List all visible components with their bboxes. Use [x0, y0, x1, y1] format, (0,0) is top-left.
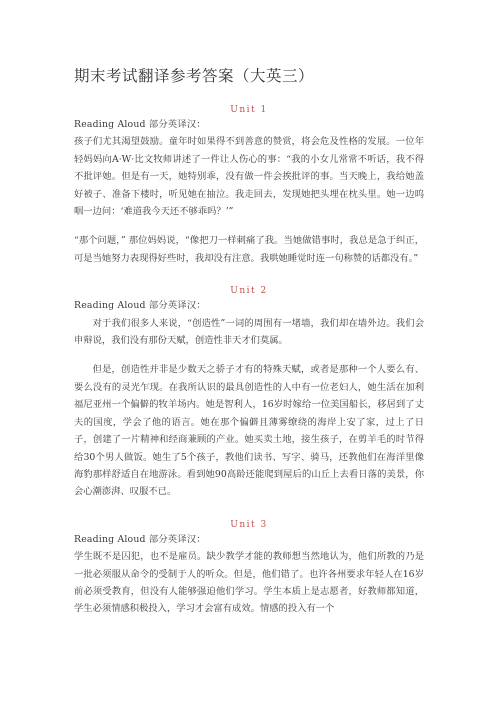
unit-heading: Unit 3: [230, 519, 268, 530]
paragraph: “那个问题，” 那位妈妈说，“像把刀一样刺痛了我。当她做错事时，我总是急于纠正，可是当她努力表现得好些时，我却没有注意。我哄她睡觉时连一句称赞的话都没有。”: [74, 235, 424, 264]
section-label: Reading Aloud 部分英译汉：: [74, 119, 206, 130]
unit-section: [74, 519, 424, 618]
paragraph: 对于我们很多人来说，“创造性”一词的周围有一堵墙，我们却在墙外边。我们会申辩说，我们没有那份天赋，创造性非天才们莫属。: [74, 317, 424, 347]
document-title: 期末考试翻译参考答案（大英三）: [74, 67, 315, 85]
unit-heading: Unit 2: [230, 286, 268, 297]
unit-section: [74, 285, 424, 500]
section-label: Reading Aloud 部分英译汉：: [74, 300, 206, 312]
paragraph: 孩子们尤其渴望鼓励。童年时如果得不到善意的赞赏，将会危及性格的发展。一位年轻妈妈向A·W·比文牧师讲述了一件让人伤心的事：“我的小女儿常常不听话，我不得不批评她。但是有一天，她特别乖，没有做一件会挨批评的事。当天晚上，我给她盖好被子、准备下楼时，听见她在抽泣。我走回去，发现她把头埋在枕头里。她一边呜咽一边问：‘难道我今天还不够乖吗？’”: [74, 136, 424, 218]
unit-section: [74, 104, 424, 267]
document-body: [74, 104, 424, 618]
paragraph: 但是，创造性并非是少数天之骄子才有的特殊天赋，或者是那种一个人要么有、要么没有的灵光乍现。在我所认识的最具创造性的人中有一位老妇人，她生活在加利福尼亚州一个偏僻的牧羊场内。她是智利人，16岁时嫁给一位美国船长，移居到了丈夫的国度，学会了他的语言。她在那个偏僻且薄雾缭绕的海岸上安了家，过上了日子，创建了一片精神和经商兼顾的产业。她买卖土地，接生孩子，在剪羊毛的时节得给30个男人做饭。她生了5个孩子，教他们读书、写字、骑马，还教他们在海洋里像海豹那样舒适自在地游泳。看到她90高龄还能爬到屋后的山丘上去看日落的美景，你会心潮澎湃、叹服不已。: [74, 364, 424, 498]
paragraph: 学生既不是囚犯，也不是雇员。缺少教学才能的教师想当然地认为，他们所教的乃是一批必须服从命令的受制于人的听众。但是，他们错了。也许各州要求年轻人在16岁前必须受教育，但没有人能够强迫他们学习。学生本质上是志愿者，好教师都知道，学生必须情感积极投入，学习才会富有成效。情感的投入有一个: [74, 551, 424, 615]
section-label: Reading Aloud 部分英译汉：: [74, 533, 206, 545]
unit-heading: Unit 1: [230, 105, 268, 115]
